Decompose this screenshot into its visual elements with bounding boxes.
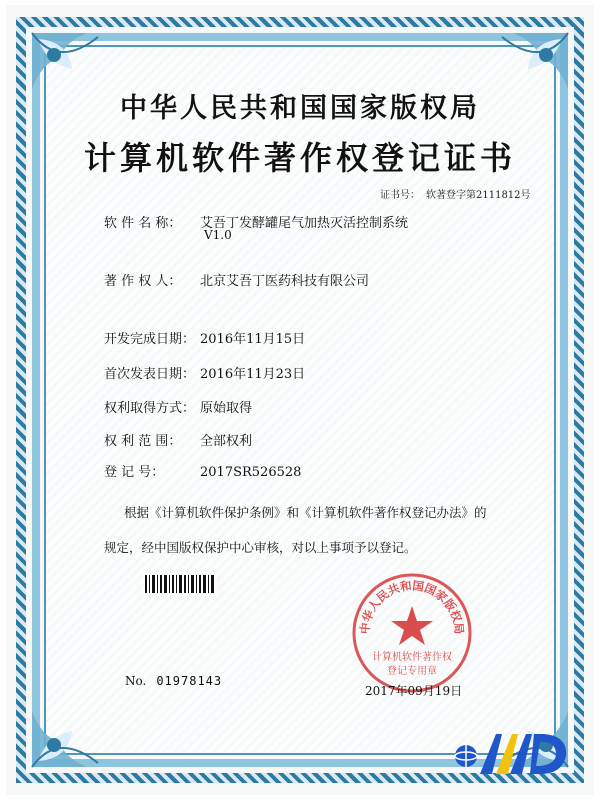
field-copyright-owner xyxy=(104,270,369,289)
seal-line2: 登记专用章 xyxy=(387,666,437,677)
field-software-name xyxy=(104,212,408,231)
field-value: 北京艾吾丁医药科技有限公司 xyxy=(200,274,370,289)
serial-number xyxy=(125,674,222,688)
field-label: 权 利 范 围： xyxy=(104,434,182,449)
software-version: V1.0 xyxy=(204,228,232,242)
field-label: 开发完成日期： xyxy=(104,332,196,347)
field-label: 权利取得方式： xyxy=(104,401,196,416)
field-value: 原始取得 xyxy=(200,401,253,416)
field-acquisition-method xyxy=(104,397,252,416)
cert-no-label: 证书号： xyxy=(380,190,420,201)
field-registration-number xyxy=(104,461,301,480)
field-value: 艾吾丁发酵罐尾气加热灭活控制系统 xyxy=(200,216,409,231)
seal-line1: 计算机软件著作权 xyxy=(372,652,452,663)
seal-arc-text: 中华人民共和国国家版权局 xyxy=(357,578,467,635)
certificate-title: 计算机软件著作权登记证书 xyxy=(83,139,516,177)
field-label: 著 作 权 人： xyxy=(104,274,182,289)
field-label: 登 记 号： xyxy=(104,465,165,480)
body-paragraph-line2: 规定，经中国版权保护中心审核，对以上事项予以登记。 xyxy=(104,540,417,555)
issue-date: 2017年09月19日 xyxy=(365,684,463,698)
field-publish-date xyxy=(104,363,305,382)
barcode-icon xyxy=(143,573,217,595)
field-value: 2016年11月15日 xyxy=(200,332,306,347)
serial-value: 01978143 xyxy=(156,674,223,688)
field-development-date xyxy=(104,328,305,347)
serial-label: No. xyxy=(125,674,147,688)
issuer-title: 中华人民共和国国家版权局 xyxy=(120,93,480,124)
cert-no-value: 软著登字第2111812号 xyxy=(426,190,531,201)
field-value: 2017SR526528 xyxy=(200,465,302,480)
field-value: 2016年11月23日 xyxy=(200,367,306,382)
field-label: 首次发表日期： xyxy=(104,367,196,382)
body-paragraph-line1: 根据《计算机软件保护条例》和《计算机软件著作权登记办法》的 xyxy=(124,505,487,520)
field-label: 软 件 名 称： xyxy=(104,216,182,231)
field-value: 全部权利 xyxy=(200,434,253,449)
official-seal-icon xyxy=(351,572,473,694)
company-logo-icon xyxy=(452,726,570,782)
corner-ornament-icon xyxy=(28,685,114,771)
field-rights-scope xyxy=(104,430,252,449)
certificate-number xyxy=(380,186,537,201)
